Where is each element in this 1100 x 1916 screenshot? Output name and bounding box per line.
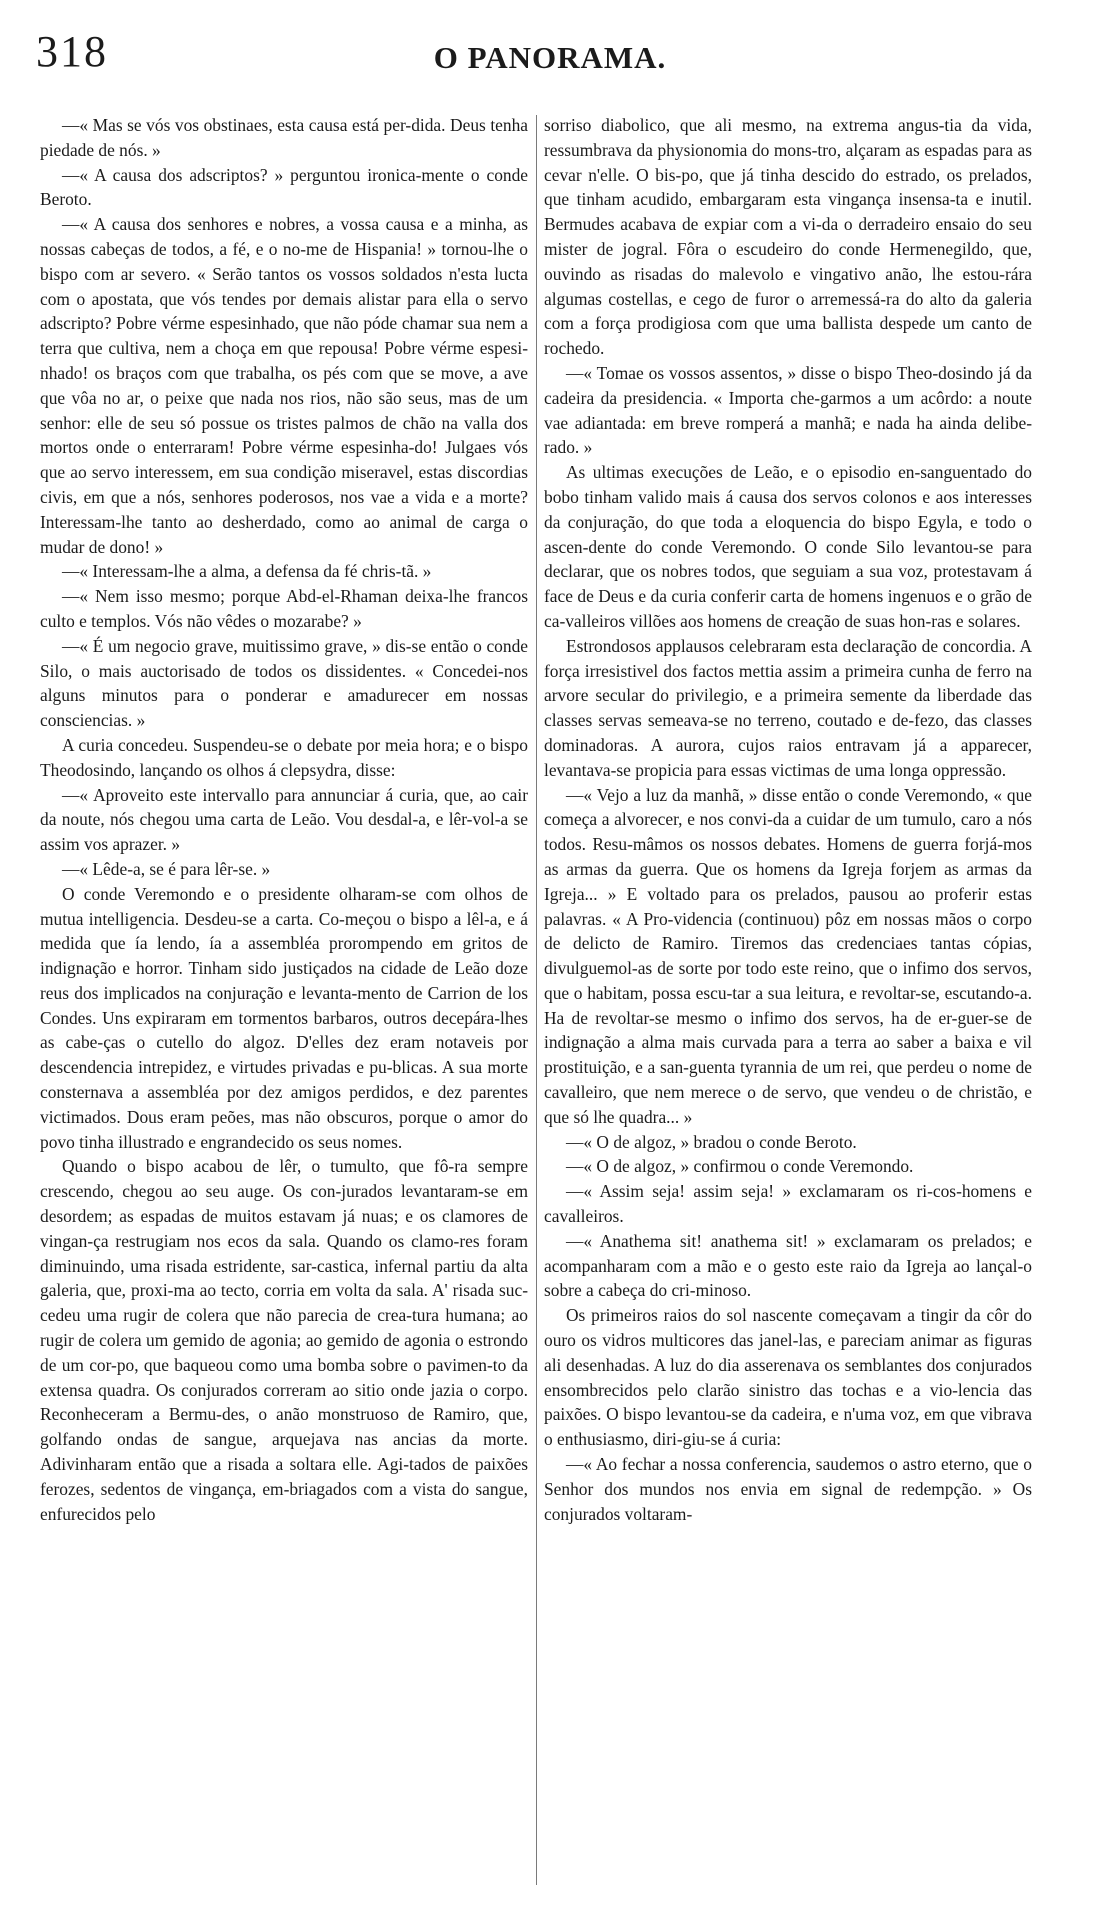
page-header [0, 0, 1100, 100]
paragraph: Quando o bispo acabou de lêr, o tumulto, que fô-ra sempre crescendo, chegou ao seu auge. Os con-jurados levantaram-se em desordem; as espadas de muitos estavam já nuas; e os clamores de vingan-ça restrugiam nos ecos da sala. Quando os clamo-res foram diminuindo, uma risada estridente, sar-castica, infernal partiu da alta galeria, que, proxi-ma ao tecto, corria em volta da sala. A' risada suc-cedeu uma rugir de colera que não parecia de crea-tura humana; ao rugir de colera um gemido de agonia; ao gemido de agonia o estrondo de um cor-po, que baqueou como uma bomba sobre o pavimen-to da extensa quadra. Os conjurados correram ao sitio onde jazia o corpo. Reconheceram a Bermu-des, o anão monstruoso de Ramiro, que, golfando ondas de sangue, arquejava nas ancias da morte. Adivinharam então que a risada a soltara elle. Agi-tados de paixões ferozes, sedentos de vingança, em-briagados com a vista do sangue, enfurecidos pelo [40, 1156, 528, 1524]
paragraph: —« A causa dos adscriptos? » perguntou ironica-mente o conde Beroto. [40, 164, 528, 210]
paragraph: —« Ao fechar a nossa conferencia, saudemos o astro eterno, que o Senhor dos mundos nos envia em signal de redempção. » Os conjurados voltaram- [544, 1454, 1032, 1524]
paragraph: O conde Veremondo e o presidente olharam-se com olhos de mutua intelligencia. Desdeu-se a carta. Co-meçou o bispo a lêl-a, e á medida que ía lendo, ía a assembléa prorompendo em gritos de indignação e horror. Tinham sido justiçados na cidade de Leão doze reus dos implicados na conjuração e levanta-mento de Carrion de los Condes. Uns expiraram em tormentos barbaros, outros decepára-lhes as cabe-ças o cutello do algoz. D'elles dez eram notaveis por descendencia intrepidez, e virtudes privadas e pu-blicas. A sua morte consternava a assembléa por dez amigos perdidos, e dez parentes victimados. Dous eram peões, mas não obscuros, porque o amor do povo tinha illustrado e engrandecido os seus nomes. [40, 883, 528, 1152]
right-column [544, 113, 1032, 1893]
running-title: O PANORAMA. [433, 40, 667, 75]
paragraph: —« Tomae os vossos assentos, » disse o bispo Theo-dosindo já da cadeira da presidencia. « Importa che-garmos a um acôrdo: a noute vae adiantada: em breve romperá a manhã; e nada ha ainda delibe-rado. » [544, 362, 1032, 458]
paragraph: —« A causa dos senhores e nobres, a vossa causa e a minha, as nossas cabeças de todos, a fé, e o no-me de Hispania! » tornou-lhe o bispo com ar severo. « Serão tantos os vossos soldados n'esta lucta com o apostata, que vós tendes por demais alistar para ella o servo adscripto? Pobre vérme espesinhado, que não póde chamar sua nem a terra que cultiva, nem a choça em que repousa! Pobre vérme espesi-nhado! os braços com que trabalha, os pés com que se move, a ave que vôa no ar, o peixe que nada nos rios, não são seus, mas de um senhor: elle de seu só possue os tristes palmos de chão na valla dos mortos onde o enterraram! Pobre vérme espesinha-do! Julgaes vós que ao servo interessem, em sua condição miseravel, estas discordias civis, em que a nós, senhores poderosos, nos vae a vida e a morte? Interessam-lhe tanto ao desherdado, como ao animal de carga o mudar de dono! » [40, 214, 528, 557]
paragraph: —« Nem isso mesmo; porque Abd-el-Rhaman deixa-lhe francos culto e templos. Vós não vêdes o mozarabe? » [40, 586, 528, 631]
paragraph: sorriso diabolico, que ali mesmo, na extrema angus-tia da vida, ressumbrava da physionomia do mons-tro, alçaram as espadas para as cevar n'elle. O bis-po, que já tinha descido do estrado, os prelados, que tinham acudido, embargaram esta vingança insensa-ta e inutil. Bermudes acabava de expiar com a vi-da o derradeiro ensaio do seu mister de jogral. Fôra o escudeiro do conde Hermenegildo, que, ouvindo as risadas do malevolo e vingativo anão, lhe estou-rára algumas costellas, e cego de furor o arremessá-ra do alto da galeria com a força prodigiosa com que uma ballista despede um canto de rochedo. [544, 115, 1032, 359]
paragraph: Os primeiros raios do sol nascente começavam a tingir da côr do ouro os vidros multicores das janel-las, e pareciam animar as figuras ali desenhadas. A luz do dia asserenava os semblantes dos conjurados ensombrecidos pelo clarão sinistro das tochas e a vio-lencia das paixões. O bispo levantou-se da cadeira, e n'uma voz, em que vibrava o enthusiasmo, diri-giu-se á curia: [544, 1305, 1032, 1450]
paragraph: Estrondosos applausos celebraram esta declaração de concordia. A força irresistivel dos factos mettia assim a primeira cunha de ferro na arvore secular do privilegio, e a primeira semente da liberdade das classes servas semeava-se no terreno, coutado e de-fezo, das classes dominadoras. A aurora, cujos raios entravam já a apparecer, levantava-se propicia para essas victimas de uma longa oppressão. [544, 635, 1032, 780]
paragraph: —« Anathema sit! anathema sit! » exclamaram os prelados; e acompanharam com a mão e o gesto este raio da Igreja ao lançal-o sobre a cabeça do cri-minoso. [544, 1230, 1032, 1301]
paragraph: —« Interessam-lhe a alma, a defensa da fé chris-tã. » [62, 561, 432, 582]
left-column [40, 113, 528, 1893]
paragraph: —« Vejo a luz da manhã, » disse então o conde Veremondo, « que começa a alvorecer, e nos convi-da a cuidar de um tumulo, caro a nós todos. Resu-mâmos os nossos debates. Homens de guerra forjá-mos as armas da guerra. Que os homens da Igreja forjem as armas da Igreja... » E voltado para os prelados, pausou ao proferir estas palavras. « A Pro-videncia (continuou) pôz em nossas mãos o corpo de delicto de Ramiro. Tiremos das credenciaes tantas cópias, divulguemol-as de sorte por todo este reino, que o infimo dos servos, que o habitam, possa escu-tar a sua leitura, e revoltar-se, escutando-a. Ha de revoltar-se mesmo o infimo dos servos, ha de er-guer-se de indignação a alma mais curvada para a terra ao saber a baixa e vil prostituição, e a san-guenta tyrannia de um rei, que perdeu o nome de cavalleiro, que nem merece o de servo, que vendeu o de christão, e que só lhe quadra... » [544, 784, 1032, 1127]
paragraph: As ultimas execuções de Leão, e o episodio en-sanguentado do bobo tinham valido mais á causa dos servos colonos e aos interesses da conjuração, do que toda a eloquencia do bispo Egyla, e todo o ascen-dente do conde Veremondo. O conde Silo levantou-se para declarar, que os nobres todos, que seguiam a sua voz, protestavam á face de Deus e da curia conferir carta de homens ingenuos e o grão de ca-valleiros villões aos homens de creação de suas hon-ras e solares. [544, 462, 1032, 631]
paragraph: —« Lêde-a, se é para lêr-se. » [62, 858, 271, 879]
paragraph: —« O de algoz, » confirmou o conde Veremondo. [566, 1156, 914, 1177]
page-number: 318 [36, 27, 108, 76]
paragraph: —« Mas se vós vos obstinaes, esta causa está per-dida. Deus tenha piedade de nós. » [40, 115, 528, 160]
paragraph: —« Aproveito este intervallo para annunciar á curia, que, ao cair da noute, nós chegou uma carta de Leão. Vou desdal-a, e lêr-vol-a se assim vos aprazer. » [40, 784, 528, 855]
paragraph: —« É um negocio grave, muitissimo grave, » dis-se então o conde Silo, o mais auctorisado de todos os dissidentes. « Concedei-nos alguns minutos para o ponderar e amadurecer em nossas consciencias. » [40, 635, 528, 731]
paragraph: —« Assim seja! assim seja! » exclamaram os ri-cos-homens e cavalleiros. [544, 1181, 1032, 1227]
paragraph: A curia concedeu. Suspendeu-se o debate por meia hora; e o bispo Theodosindo, lançando os olhos á clepsydra, disse: [40, 734, 528, 780]
paragraph: —« O de algoz, » bradou o conde Beroto. [566, 1131, 857, 1152]
column-divider [536, 115, 537, 1885]
